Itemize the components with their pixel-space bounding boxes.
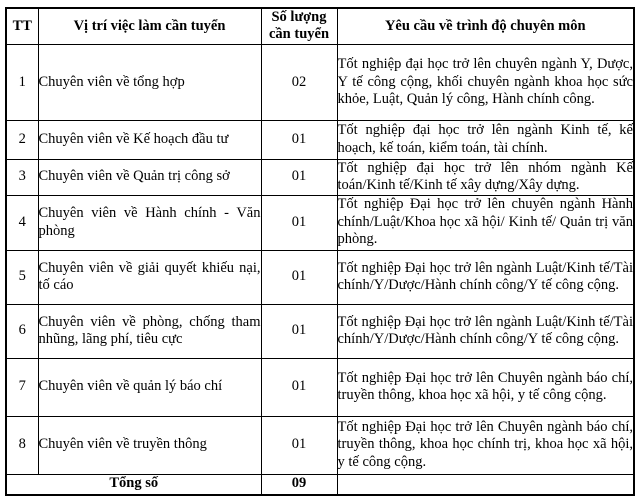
table-row-8 — [6, 416, 634, 474]
row-5-quantity: 01 — [261, 250, 337, 304]
header-row — [6, 8, 634, 44]
row-2-quantity: 01 — [261, 120, 337, 159]
row-4-tt: 4 — [6, 195, 38, 250]
header-quantity: Số lượng cần tuyển — [261, 8, 337, 44]
row-5-requirement: Tốt nghiệp Đại học trở lên ngành Luật/Kinh tế/Tài chính/Y/Dược/Hành chính công/Y tế công cộng. — [337, 250, 634, 304]
row-2-tt: 2 — [6, 120, 38, 159]
row-1-requirement: Tốt nghiệp đại học trở lên chuyên ngành Y, Dược, Y tế công cộng, khối chuyên ngành khoa học sức khỏe, Luật, Quản lý công, Hành chính công. — [337, 44, 634, 120]
row-1-tt: 1 — [6, 44, 38, 120]
table-row-1 — [6, 44, 634, 120]
row-3-tt: 3 — [6, 159, 38, 195]
row-3-quantity: 01 — [261, 159, 337, 195]
row-5-position: Chuyên viên về giải quyết khiếu nại, tố cáo — [38, 250, 261, 304]
row-6-requirement: Tốt nghiệp Đại học trở lên ngành Luật/Kinh tế/Tài chính/Y/Dược/Hành chính công/Y tế công cộng. — [337, 304, 634, 358]
row-4-position: Chuyên viên về Hành chính - Văn phòng — [38, 195, 261, 250]
row-6-position: Chuyên viên về phòng, chống tham nhũng, lãng phí, tiêu cực — [38, 304, 261, 358]
row-8-tt: 8 — [6, 416, 38, 474]
row-7-tt: 7 — [6, 358, 38, 416]
table-row-5 — [6, 250, 634, 304]
row-6-tt: 6 — [6, 304, 38, 358]
row-7-position: Chuyên viên về quản lý báo chí — [38, 358, 261, 416]
recruitment-table — [5, 7, 635, 496]
header-position: Vị trí việc làm cần tuyển — [38, 8, 261, 44]
header-tt: TT — [6, 8, 38, 44]
table-row-6 — [6, 304, 634, 358]
row-4-requirement: Tốt nghiệp Đại học trở lên chuyên ngành Hành chính/Luật/Khoa học xã hội/ Kinh tế/ Quản trị văn phòng. — [337, 195, 634, 250]
total-label: Tổng số — [6, 474, 261, 495]
total-quantity: 09 — [261, 474, 337, 495]
row-2-position: Chuyên viên về Kế hoạch đầu tư — [38, 120, 261, 159]
header-requirement: Yêu cầu về trình độ chuyên môn — [337, 8, 634, 44]
row-4-quantity: 01 — [261, 195, 337, 250]
row-1-position: Chuyên viên về tổng hợp — [38, 44, 261, 120]
row-7-requirement: Tốt nghiệp Đại học trở lên Chuyên ngành báo chí, truyền thông, khoa học xã hội, y tế công cộng. — [337, 358, 634, 416]
row-6-quantity: 01 — [261, 304, 337, 358]
table-row-7 — [6, 358, 634, 416]
row-8-position: Chuyên viên về truyền thông — [38, 416, 261, 474]
total-row — [6, 474, 634, 495]
row-3-position: Chuyên viên về Quản trị công sở — [38, 159, 261, 195]
row-5-tt: 5 — [6, 250, 38, 304]
table-row-2 — [6, 120, 634, 159]
recruitment-table-container — [5, 7, 635, 496]
row-3-requirement: Tốt nghiệp đại học trở lên nhóm ngành Kế toán/Kinh tế/Kinh tế xây dựng/Xây dựng. — [337, 159, 633, 194]
table-row-3 — [6, 159, 634, 195]
row-8-quantity: 01 — [261, 416, 337, 474]
row-1-quantity: 02 — [261, 44, 337, 120]
row-7-quantity: 01 — [261, 358, 337, 416]
total-requirement-empty — [337, 474, 634, 495]
row-2-requirement: Tốt nghiệp đại học trở lên ngành Kinh tế, kế hoạch, kế toán, kiểm toán, tài chính. — [337, 120, 634, 159]
row-8-requirement: Tốt nghiệp Đại học trở lên Chuyên ngành báo chí, truyền thông, khoa học chính trị, khoa học xã hội, y tế công cộng. — [337, 416, 634, 474]
table-row-4 — [6, 195, 634, 250]
